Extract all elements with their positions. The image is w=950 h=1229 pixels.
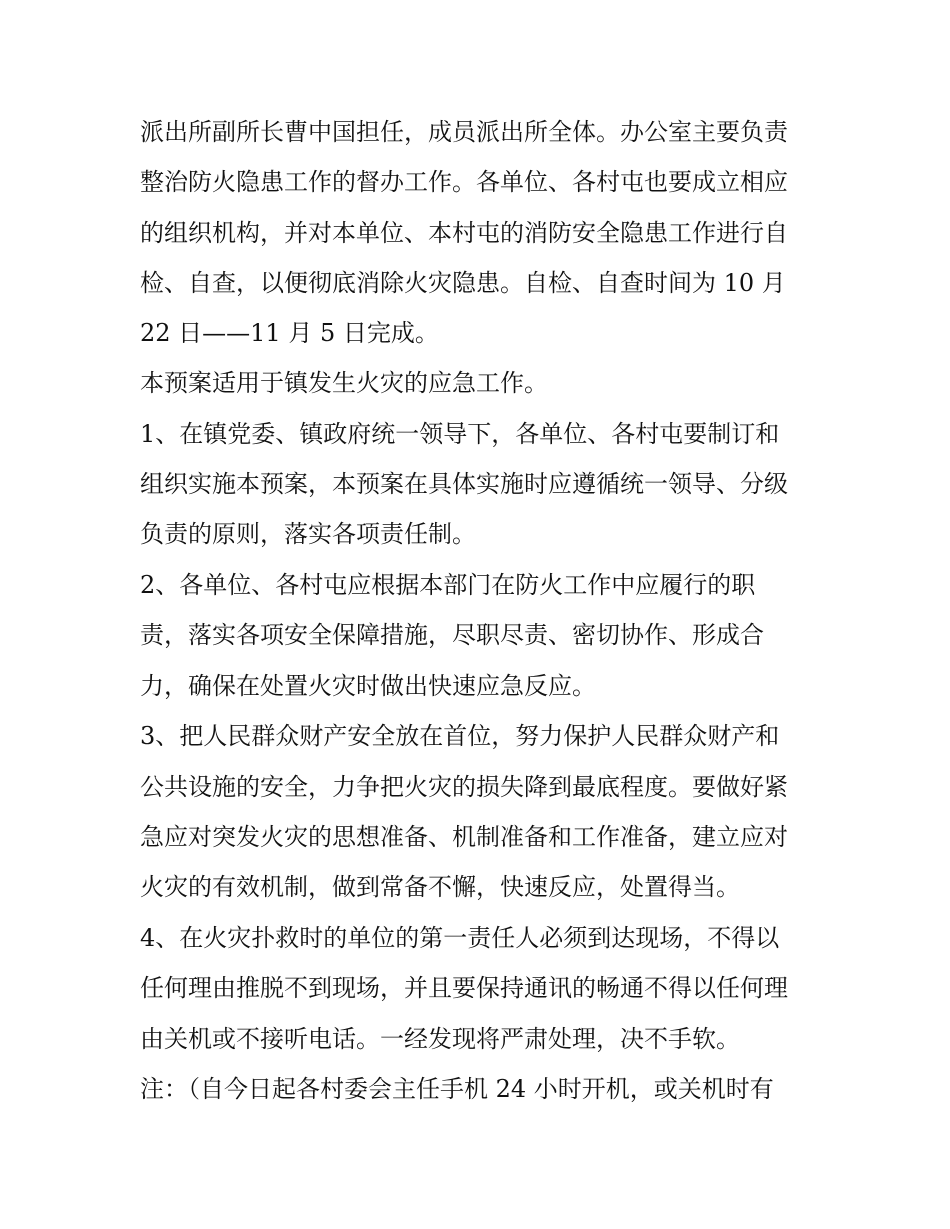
text-line: 火灾的有效机制，做到常备不懈，快速反应，处置得当。 [140, 873, 740, 901]
text-line: 组织实施本预案，本预案在具体实施时应遵循统一领导、分级 [140, 470, 788, 498]
text-line: 任何理由推脱不到现场，并且要保持通讯的畅通不得以任何理 [140, 974, 788, 1002]
text-line: 由关机或不接听电话。一经发现将严肃处理，决不手软。 [140, 1025, 740, 1053]
text-line: 1、在镇党委、镇政府统一领导下，各单位、各村屯要制订和 [140, 420, 780, 448]
text-line: 责，落实各项安全保障措施，尽职尽责、密切协作、形成合 [140, 621, 764, 649]
text-line: 负责的原则，落实各项责任制。 [140, 520, 476, 548]
text-line: 检、自查，以便彻底消除火灾隐患。自检、自查时间为 10 月 [140, 269, 786, 297]
text-line: 派出所副所长曹中国担任，成员派出所全体。办公室主要负责 [140, 118, 788, 146]
text-line: 本预案适用于镇发生火灾的应急工作。 [140, 369, 548, 397]
text-line: 4、在火灾扑救时的单位的第一责任人必须到达现场，不得以 [140, 924, 780, 952]
text-line: 3、把人民群众财产安全放在首位，努力保护人民群众财产和 [140, 722, 780, 750]
text-line: 注：（自今日起各村委会主任手机 24 小时开机，或关机时有 [140, 1075, 774, 1103]
text-line: 的组织机构，并对本单位、本村屯的消防安全隐患工作进行自 [140, 219, 788, 247]
text-line: 整治防火隐患工作的督办工作。各单位、各村屯也要成立相应 [140, 168, 788, 196]
text-line: 公共设施的安全，力争把火灾的损失降到最底程度。要做好紧 [140, 773, 788, 801]
text-line: 22 日——11 月 5 日完成。 [140, 319, 439, 347]
text-line: 力，确保在处置火灾时做出快速应急反应。 [140, 672, 596, 700]
text-line: 2、各单位、各村屯应根据本部门在防火工作中应履行的职 [140, 571, 756, 599]
text-line: 急应对突发火灾的思想准备、机制准备和工作准备，建立应对 [140, 823, 788, 851]
